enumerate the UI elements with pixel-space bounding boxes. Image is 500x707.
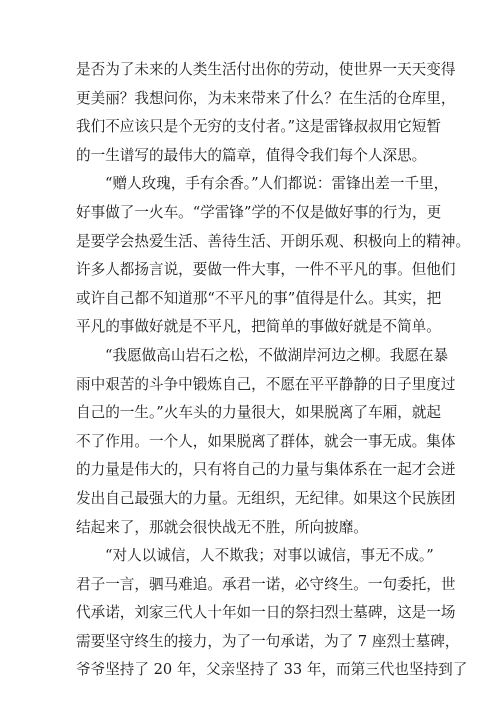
text-line: 需要坚守终生的接力，为了一句承诺，为了 7 座烈士墓碑， [76, 632, 460, 650]
text-line: 代承诺，刘家三代人十年如一日的祭扫烈士墓碑，这是一场 [76, 604, 456, 622]
text-line: 发出自己最强大的力量。无组织，无纪律。如果这个民族团 [76, 489, 456, 507]
text-line: 平凡的事做好就是不平凡，把简单的事做好就是不简单。 [76, 318, 441, 336]
document-body [76, 56, 471, 685]
text-line: “我愿做高山岩石之松，不做湖岸河边之柳。我愿在暴 [105, 346, 449, 364]
text-line: 更美丽？我想问你，为未来带来了什么？在生活的仓库里， [76, 89, 456, 107]
text-line: “赠人玫瑰，手有余香。”人们都说：雷锋出差一千里， [105, 175, 449, 193]
text-line: 的力量是伟大的，只有将自己的力量与集体系在一起才会迸 [76, 461, 456, 479]
text-line: 君子一言，驷马难追。承君一诺，必守终生。一句委托，世 [76, 575, 456, 593]
text-line: 或许自己都不知道那“不平凡的事”值得是什么。其实，把 [76, 289, 442, 307]
text-line: 爷爷坚持了 20 年，父亲坚持了 33 年，而第三代也坚持到了 [76, 661, 468, 679]
text-line: 是要学会热爱生活、善待生活、开朗乐观、积极向上的精神。 [76, 232, 471, 250]
text-line: 的一生谱写的最伟大的篇章，值得令我们每个人深思。 [76, 146, 427, 164]
text-line: “对人以诚信，人不欺我；对事以诚信，事无不成。” [105, 547, 434, 565]
text-line: 雨中艰苦的斗争中锻炼自己，不愿在平平静静的日子里度过 [76, 375, 456, 393]
text-line: 好事做了一火车。“学雷锋”学的不仅是做好事的行为，更 [76, 203, 442, 221]
text-line: 不了作用。一个人，如果脱离了群体，就会一事无成。集体 [76, 432, 456, 450]
text-line: 许多人都扬言说，要做一件大事，一件不平凡的事。但他们 [76, 261, 456, 279]
text-line: 自己的一生。”火车头的力量很大，如果脱离了车厢，就起 [76, 404, 442, 422]
text-line: 结起来了，那就会很快战无不胜，所向披靡。 [76, 518, 368, 536]
text-line: 我们不应该只是个无穷的支付者。”这是雷锋叔叔用它短暂 [76, 118, 442, 136]
text-line: 是否为了未来的人类生活付出你的劳动，使世界一天天变得 [76, 61, 456, 78]
